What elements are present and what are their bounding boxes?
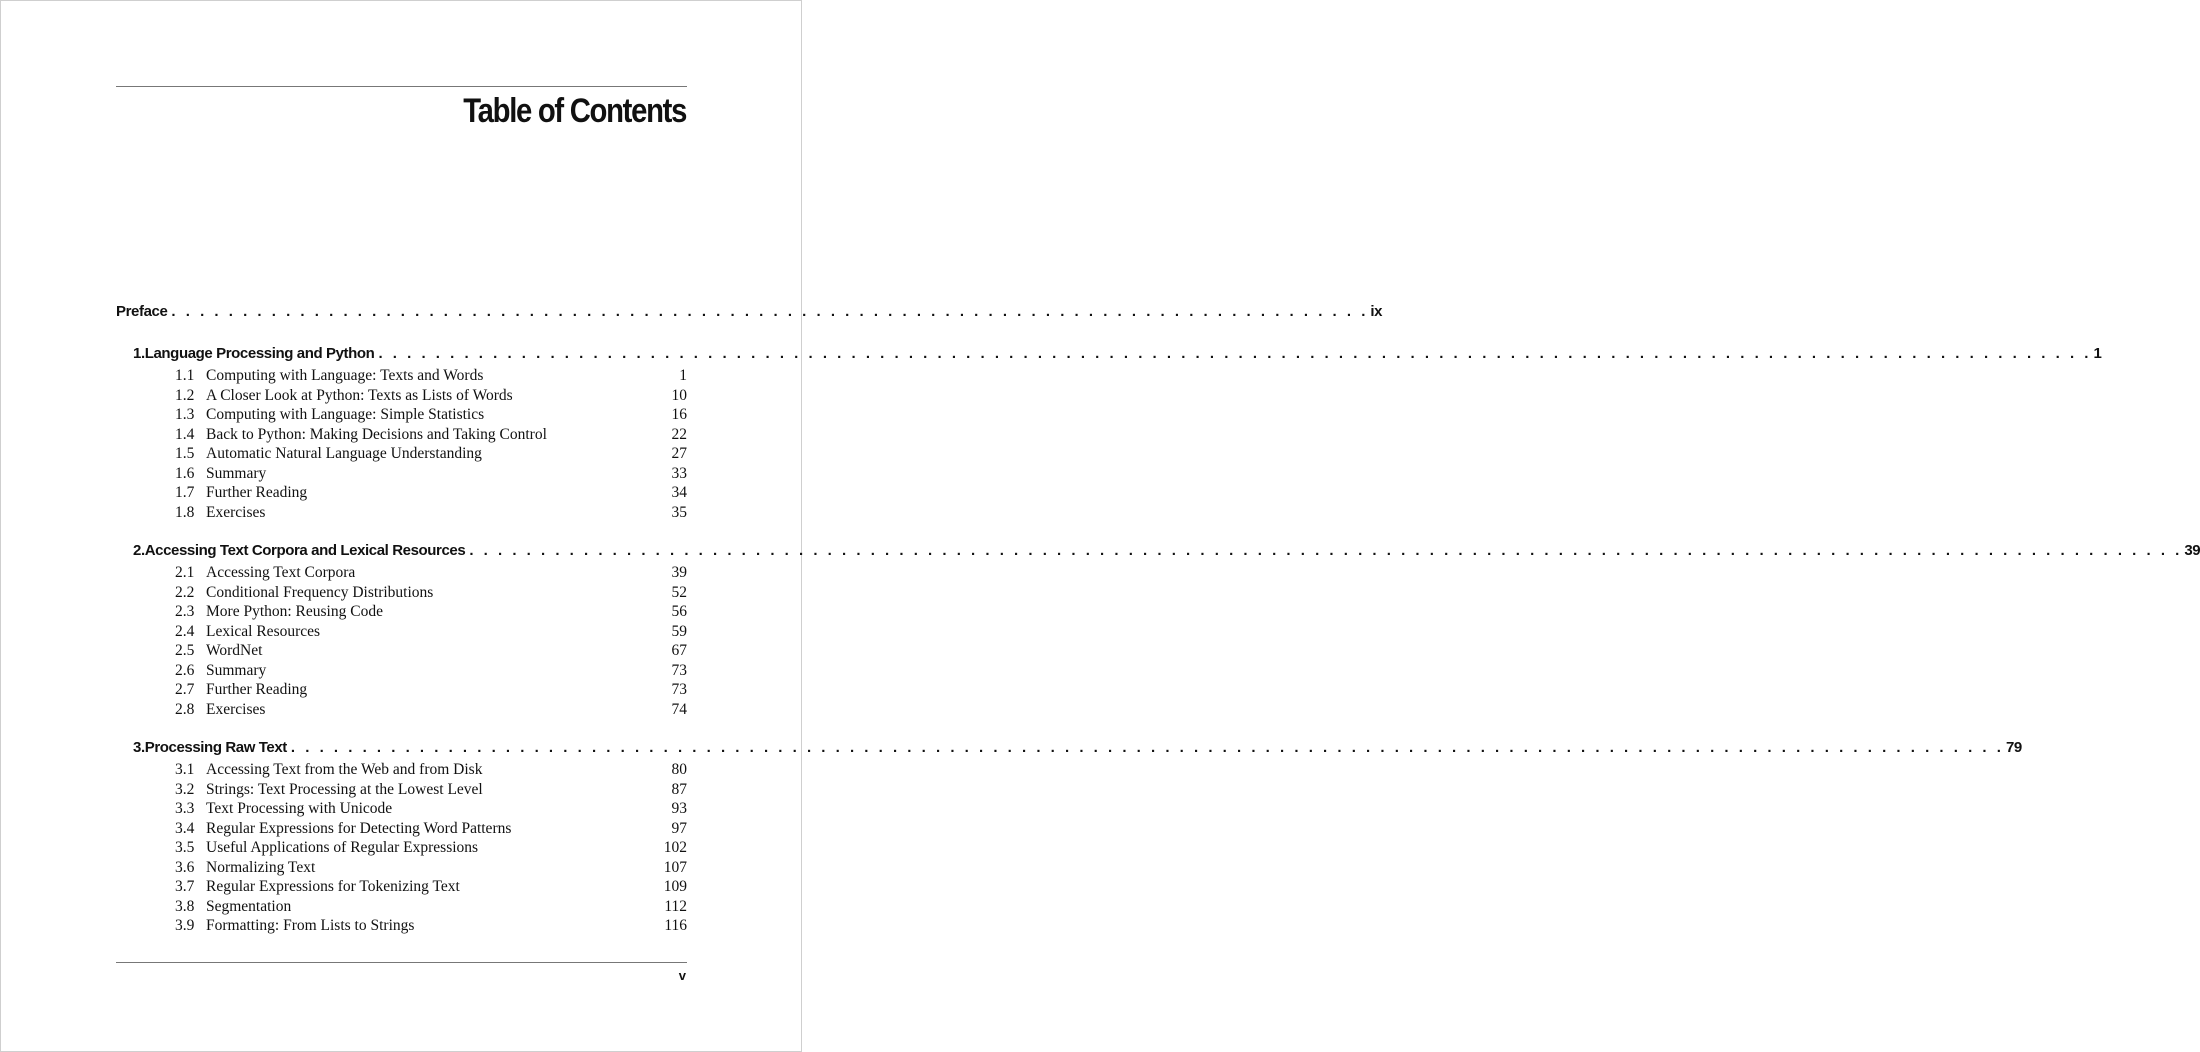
section-page: 116: [664, 917, 687, 934]
section-title: Accessing Text Corpora: [206, 564, 356, 581]
section-title: Exercises: [206, 503, 266, 521]
section-page: 59: [671, 622, 687, 640]
section-title: A Closer Look at Python: Texts as Lists of Words: [206, 386, 513, 404]
section-number: 3.7: [175, 878, 195, 895]
section-title: Formatting: From Lists to Strings: [206, 917, 415, 934]
toc-entry-section[interactable]: [116, 445, 687, 465]
section-title: Strings: Text Processing at the Lowest Level: [206, 780, 483, 798]
section-page: 16: [671, 406, 687, 423]
preface-label: Preface: [116, 303, 168, 320]
toc-entry-section[interactable]: [116, 662, 687, 682]
section-title: Accessing Text from the Web and from Disk: [206, 761, 483, 778]
dot-leader: . . . . . . . . . . . . . . . . . . . . . . . . . . . . . . . . . . . . . . . . . . . . . . . . . . . . . . . . . . . . . . . . . . . . . . . . . . . . . . . . . . . . . . . . . . . . . . . . . . . . . . . . . . . . . . . . . . . . . . . .: [378, 345, 2092, 362]
chapter-number: 1.: [133, 345, 145, 362]
toc-entry-section[interactable]: [116, 839, 687, 859]
section-title: Normalizing Text: [206, 858, 316, 876]
toc-entry-section[interactable]: [116, 406, 687, 426]
section-page: 112: [664, 897, 687, 915]
section-number: 2.7: [175, 681, 195, 698]
page-number: v: [678, 968, 686, 983]
preface-page: ix: [1370, 303, 1383, 320]
toc-entry-section[interactable]: [116, 387, 687, 407]
section-title: WordNet: [206, 642, 263, 659]
bottom-rule: [116, 962, 687, 963]
section-page: 10: [671, 386, 687, 404]
section-number: 2.5: [175, 642, 195, 659]
section-title: Regular Expressions for Tokenizing Text: [206, 878, 460, 895]
toc-entry-section[interactable]: [116, 642, 687, 662]
section-title: Useful Applications of Regular Expressions: [206, 839, 479, 856]
chapter-number: 2.: [133, 542, 145, 559]
section-number: 3.3: [175, 800, 195, 817]
section-page: 107: [663, 858, 687, 876]
toc-entry-section[interactable]: [116, 761, 687, 781]
section-number: 2.2: [175, 583, 195, 601]
toc-entry-section[interactable]: [116, 781, 687, 801]
section-page: 35: [671, 503, 687, 521]
section-title: More Python: Reusing Code: [206, 603, 383, 620]
section-page: 73: [671, 681, 687, 698]
section-page: 74: [671, 700, 687, 718]
table-of-contents: [116, 303, 2200, 956]
section-number: 1.8: [175, 503, 195, 521]
section-title: Computing with Language: Texts and Words: [206, 367, 484, 384]
section-number: 2.6: [175, 661, 195, 679]
section-title: Back to Python: Making Decisions and Taking Control: [206, 425, 547, 443]
toc-entry-section[interactable]: [116, 484, 687, 504]
toc-entry-section[interactable]: [116, 917, 687, 937]
chapter-page: 1: [2093, 345, 2102, 362]
chapter-number: 3.: [133, 739, 145, 756]
toc-entry-section[interactable]: [116, 465, 687, 485]
chapter-title: Processing Raw Text: [144, 739, 287, 756]
toc-entry-chapter[interactable]: [116, 739, 2022, 761]
section-number: 2.1: [175, 564, 195, 581]
section-number: 3.6: [175, 858, 195, 876]
toc-entry-section[interactable]: [116, 367, 687, 387]
section-page: 93: [671, 800, 687, 817]
section-page: 39: [671, 564, 687, 581]
toc-entry-section[interactable]: [116, 426, 687, 446]
section-page: 102: [663, 839, 687, 856]
toc-entry-section[interactable]: [116, 504, 687, 524]
toc-entry-section[interactable]: [116, 898, 687, 918]
section-number: 3.8: [175, 897, 195, 915]
section-number: 2.3: [175, 603, 195, 620]
dot-leader: . . . . . . . . . . . . . . . . . . . . . . . . . . . . . . . . . . . . . . . . . . . . . . . . . . . . . . . . . . . . . . . . . . . . . . . . . . . . . . . . . . . . . . . . . . . . . . . . . . . . . . . . . . . . . . . . . . . . . . . .: [290, 739, 2004, 756]
section-number: 3.9: [175, 917, 195, 934]
section-page: 52: [671, 583, 687, 601]
section-page: 80: [671, 761, 687, 778]
chapter-3: [116, 739, 2022, 937]
section-number: 1.5: [175, 445, 195, 462]
section-page: 109: [663, 878, 687, 895]
section-page: 22: [671, 425, 687, 443]
chapter-2: [116, 542, 2200, 720]
toc-entry-section[interactable]: [116, 681, 687, 701]
section-number: 1.1: [175, 367, 195, 384]
chapter-title: Accessing Text Corpora and Lexical Resources: [144, 542, 466, 559]
section-number: 2.8: [175, 700, 195, 718]
dot-leader: . . . . . . . . . . . . . . . . . . . . . . . . . . . . . . . . . . . . . . . . . . . . . . . . . . . . . . . . . . . . . . . . . . . . . . . . . . . . . . . . . . . . . . . . . . . . . . . . . . . . . . . . . . . . . . . . . . . . . . . .: [469, 542, 2183, 559]
section-page: 87: [671, 780, 687, 798]
section-title: Automatic Natural Language Understanding: [206, 445, 482, 462]
section-page: 1: [679, 367, 687, 384]
section-number: 3.2: [175, 780, 195, 798]
section-number: 1.7: [175, 484, 195, 501]
section-number: 1.6: [175, 464, 195, 482]
section-page: 34: [671, 484, 687, 501]
toc-entry-section[interactable]: [116, 584, 687, 604]
section-number: 3.4: [175, 819, 195, 837]
chapter-list: [116, 345, 2200, 937]
section-number: 3.5: [175, 839, 195, 856]
section-page: 97: [671, 819, 687, 837]
toc-entry-section[interactable]: [116, 701, 687, 721]
toc-entry-chapter[interactable]: [116, 345, 2102, 367]
toc-entry-section[interactable]: [116, 623, 687, 643]
toc-entry-section[interactable]: [116, 800, 687, 820]
page-title: Table of Contents: [463, 92, 686, 130]
section-title: Summary: [206, 661, 267, 679]
chapter-page: 79: [2005, 739, 2022, 756]
top-rule: [116, 86, 687, 87]
toc-entry-section[interactable]: [116, 859, 687, 879]
section-page: 67: [671, 642, 687, 659]
toc-entry-preface[interactable]: [116, 303, 1383, 325]
section-number: 2.4: [175, 622, 195, 640]
section-number: 1.4: [175, 425, 195, 443]
section-title: Text Processing with Unicode: [206, 800, 393, 817]
section-title: Segmentation: [206, 897, 292, 915]
section-title: Conditional Frequency Distributions: [206, 583, 434, 601]
toc-entry-section[interactable]: [116, 603, 687, 623]
chapter-title: Language Processing and Python: [144, 345, 375, 362]
section-title: Lexical Resources: [206, 622, 321, 640]
section-number: 1.2: [175, 386, 195, 404]
chapter-page: 39: [2184, 542, 2200, 559]
section-page: 56: [671, 603, 687, 620]
section-title: Summary: [206, 464, 267, 482]
section-page: 33: [671, 464, 687, 482]
section-page: 73: [671, 661, 687, 679]
toc-entry-section[interactable]: [116, 564, 687, 584]
toc-entry-section[interactable]: [116, 820, 687, 840]
toc-entry-chapter[interactable]: [116, 542, 2200, 564]
section-title: Further Reading: [206, 484, 308, 501]
section-number: 1.3: [175, 406, 195, 423]
dot-leader: . . . . . . . . . . . . . . . . . . . . . . . . . . . . . . . . . . . . . . . . . . . . . . . . . . . . . . . . . . . . . . . . . . . . . . . . . . . . . . . . . . . .: [171, 303, 1369, 320]
section-number: 3.1: [175, 761, 195, 778]
chapter-1: [116, 345, 2102, 523]
section-title: Exercises: [206, 700, 266, 718]
section-title: Computing with Language: Simple Statistics: [206, 406, 485, 423]
toc-entry-section[interactable]: [116, 878, 687, 898]
section-title: Regular Expressions for Detecting Word Patterns: [206, 819, 512, 837]
section-title: Further Reading: [206, 681, 308, 698]
section-page: 27: [671, 445, 687, 462]
